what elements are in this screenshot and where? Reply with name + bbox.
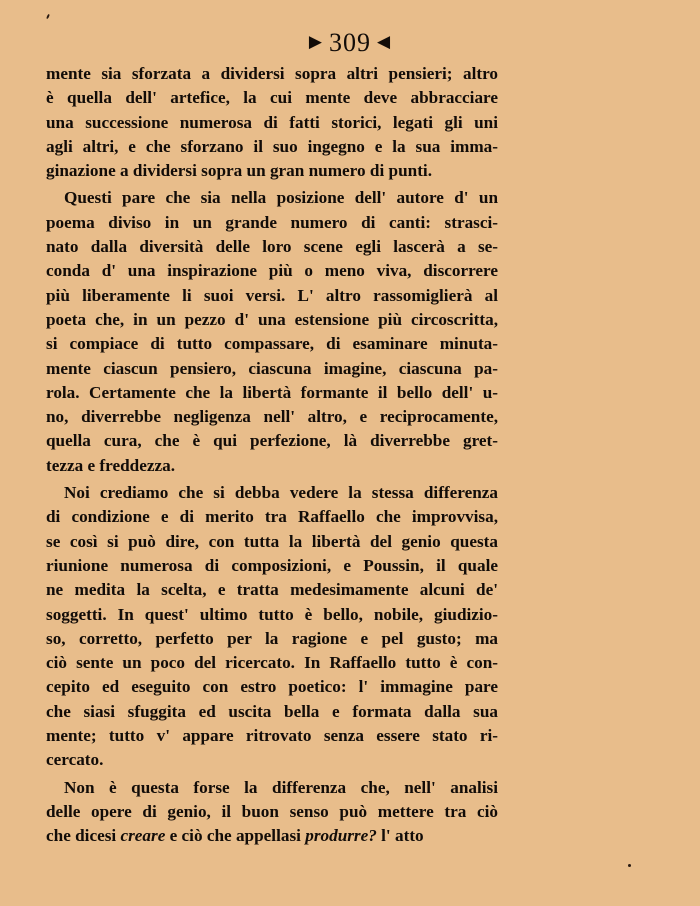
ink-speck bbox=[628, 864, 631, 867]
paragraph bbox=[46, 481, 498, 773]
text-line: cepito ed eseguito con estro poetico: l' immagine pare bbox=[46, 677, 498, 697]
text-line: no, diverrebbe negligenza nell' altro, e reciprocamente, bbox=[46, 407, 498, 427]
text-line: se così si può dire, con tutta la libertà del genio questa bbox=[46, 531, 498, 551]
text-line: ciò sente un poco del ricercato. In Raffaello tutto è con- bbox=[46, 653, 498, 673]
text-line: rola. Certamente che la libertà formante il bello dell' u- bbox=[46, 382, 498, 402]
text-line: ne medita la scelta, e tratta medesimamente alcuni de' bbox=[46, 580, 498, 600]
text-line: so, corretto, perfetto per la ragione e pel gusto; ma bbox=[46, 628, 498, 648]
page-header bbox=[0, 28, 700, 58]
text-line: soggetti. In quest' ultimo tutto è bello, nobile, giudizio- bbox=[46, 604, 498, 624]
text-line: tezza e freddezza. bbox=[46, 455, 175, 475]
text-line: mente sia sforzata a dividersi sopra altri pensieri; altro bbox=[46, 64, 498, 83]
text-line: riunione numerosa di composizioni, e Poussin, il quale bbox=[46, 555, 498, 575]
page-number: 309 bbox=[329, 28, 371, 57]
text-line: che siasi sfuggita ed uscita bella e formata dalla sua bbox=[46, 701, 498, 721]
paragraph bbox=[46, 186, 498, 478]
text-line: cercato. bbox=[46, 750, 104, 770]
text-line: poema diviso in un grande numero di canti: strasci- bbox=[46, 212, 498, 232]
text-line: nato dalla diversità delle loro scene egli lascerà a se- bbox=[46, 237, 498, 257]
text-line: Noi crediamo che si debba vedere la stessa differenza bbox=[64, 483, 498, 503]
text-line: delle opere di genio, il buon senso può mettere tra ciò bbox=[46, 801, 498, 821]
text-line: di condizione e di merito tra Raffaello che improvvisa, bbox=[46, 507, 498, 527]
ink-speck bbox=[46, 14, 50, 19]
paragraph bbox=[46, 776, 498, 825]
right-ornament-icon: ◀ bbox=[377, 32, 392, 51]
text-line: che dicesi creare e ciò che appellasi produrre? l' atto bbox=[46, 826, 424, 846]
text-line: ginazione a dividersi sopra un gran numero di punti. bbox=[46, 161, 432, 181]
paragraph bbox=[46, 62, 498, 183]
page-body bbox=[46, 62, 498, 849]
left-ornament-icon: ▶ bbox=[308, 32, 323, 51]
text-line: mente; tutto v' appare ritrovato senza essere stato ri- bbox=[46, 726, 498, 746]
text-line: conda d' una inspirazione più o meno viva, discorrere bbox=[46, 261, 498, 281]
text-line: si compiace di tutto compassare, di esaminare minuta- bbox=[46, 334, 498, 354]
text-line: è quella dell' artefice, la cui mente deve abbracciare bbox=[46, 88, 498, 108]
italic-word: creare bbox=[120, 826, 166, 846]
text-line: agli altri, e che sforzano il suo ingegno e la sua imma- bbox=[46, 136, 498, 156]
text-line: una successione numerosa di fatti storici, legati gli uni bbox=[46, 112, 498, 132]
text-line: mente ciascun pensiero, ciascuna imagine, ciascuna pa- bbox=[46, 358, 498, 378]
text-line: Questi pare che sia nella posizione dell' autore d' un bbox=[64, 188, 498, 208]
text-line: Non è questa forse la differenza che, nell' analisi bbox=[64, 777, 498, 797]
text-line: più liberamente li suoi versi. L' altro rassomiglierà al bbox=[46, 285, 498, 305]
text-line: poeta che, in un pezzo d' una estensione più circoscritta, bbox=[46, 309, 498, 329]
text-line: quella cura, che è qui perfezione, là diverrebbe gret- bbox=[46, 431, 498, 451]
italic-word: produrre? bbox=[305, 826, 377, 846]
